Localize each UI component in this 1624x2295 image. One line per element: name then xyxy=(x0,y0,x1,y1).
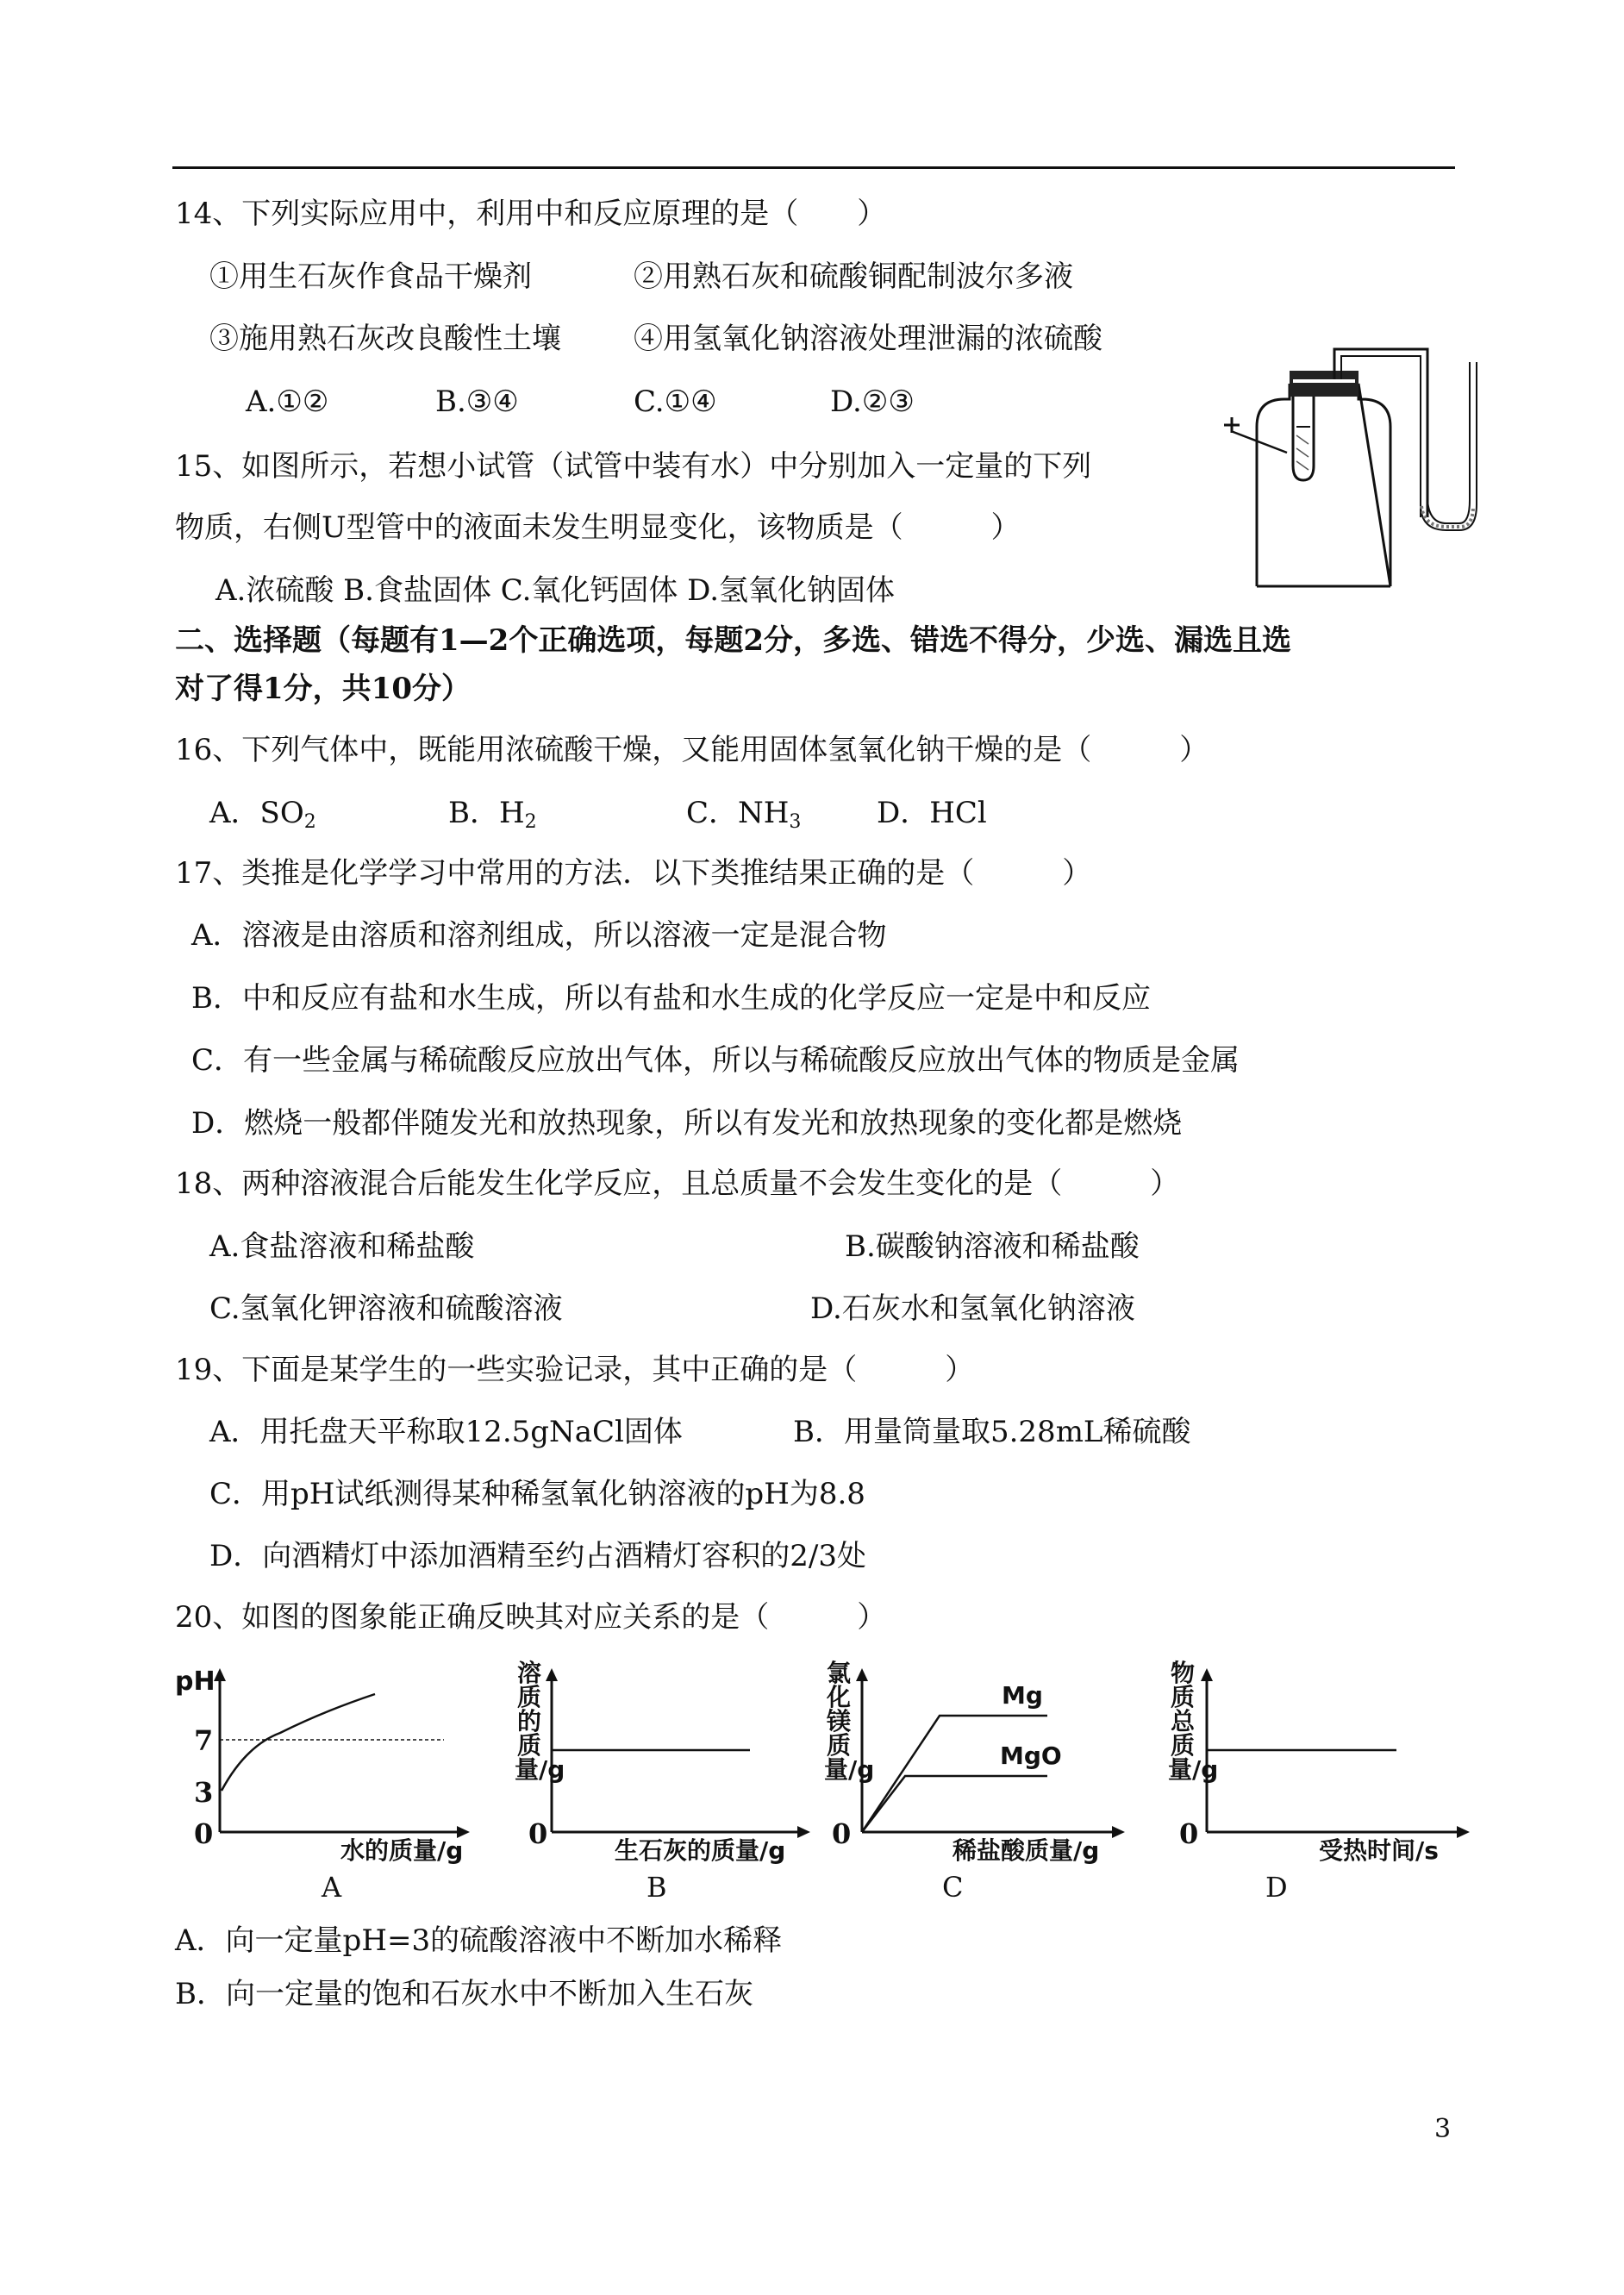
graph-c-curve-mg: Mg xyxy=(1002,1681,1043,1710)
graph-a xyxy=(168,1660,496,1867)
q18-option-a: A.食盐溶液和稀盐酸 xyxy=(209,1229,475,1264)
graph-a-caption: A xyxy=(322,1871,342,1904)
q18-option-d: D.石灰水和氢氧化钠溶液 xyxy=(810,1291,1135,1326)
q14-option-b: B.③④ xyxy=(435,385,519,419)
q17-stem: 17、类推是化学学习中常用的方法．以下类推结果正确的是（ ） xyxy=(175,856,1092,891)
graph-a-xlabel: 水的质量/g xyxy=(340,1836,464,1865)
q18-option-b: B.碳酸钠溶液和稀盐酸 xyxy=(845,1229,1140,1264)
q19-option-b: B．用量筒量取5.28mL稀硫酸 xyxy=(793,1415,1191,1449)
q14-item1: ①用生石灰作食品干燥剂 xyxy=(209,260,532,294)
q14-item4: ④用氢氧化钠溶液处理泄漏的浓硫酸 xyxy=(634,322,1102,356)
graph-a-origin: 0 xyxy=(194,1817,214,1850)
graph-c xyxy=(824,1659,1164,1867)
header-rule xyxy=(172,166,1455,169)
q19-option-a: A．用托盘天平称取12.5gNaCl固体 xyxy=(209,1415,683,1449)
q20-stem: 20、如图的图象能正确反映其对应关系的是（ ） xyxy=(175,1600,887,1635)
q17-option-b: B．中和反应有盐和水生成，所以有盐和水生成的化学反应一定是中和反应 xyxy=(191,981,1151,1016)
q16-option-a: A．$SO_2$ xyxy=(209,796,316,833)
graph-c-xlabel: 稀盐酸质量/g xyxy=(953,1836,1100,1865)
graph-d-xlabel: 受热时间/s xyxy=(1319,1836,1439,1865)
q15-stem-line1: 15、如图所示，若想小试管（试管中装有水）中分别加入一定量的下列 xyxy=(175,449,1092,484)
page-number: 3 xyxy=(1434,2114,1452,2144)
graph-c-origin: 0 xyxy=(832,1817,852,1850)
graph-b-xlabel: 生石灰的质量/g xyxy=(615,1836,786,1865)
graph-a-ylabel: pH xyxy=(175,1667,215,1697)
graph-b xyxy=(504,1660,832,1867)
q15-stem-line2: 物质，右侧U型管中的液面未发生明显变化，该物质是（ ） xyxy=(175,510,1021,545)
q14-option-a: A.①② xyxy=(246,385,329,419)
q18-option-c: C.氢氧化钾溶液和硫酸溶液 xyxy=(209,1291,563,1326)
graph-d-origin: 0 xyxy=(1179,1817,1199,1850)
q15-options: A.浓硫酸 B.食盐固体 C.氧化钙固体 D.氢氧化钠固体 xyxy=(215,573,896,608)
graph-d-caption: D xyxy=(1265,1871,1288,1904)
section2-heading-line1: 二、选择题（每题有1—2个正确选项，每题2分，多选、错选不得分，少选、漏选且选 xyxy=(175,623,1291,658)
q16-option-c: C．$NH_3$ xyxy=(686,796,802,833)
q20-option-b: B．向一定量的饱和石灰水中不断加入生石灰 xyxy=(175,1977,753,2011)
graph-c-caption: C xyxy=(942,1871,964,1904)
q17-option-c: C．有一些金属与稀硫酸反应放出气体，所以与稀硫酸反应放出气体的物质是金属 xyxy=(191,1043,1240,1078)
graph-a-tick-7: 7 xyxy=(194,1724,214,1757)
graph-d xyxy=(1159,1660,1487,1867)
q14-option-c: C.①④ xyxy=(634,385,717,419)
graph-d-ylabel: 物质总质量/g xyxy=(1168,1659,1219,1784)
graph-b-ylabel: 溶质的质量/g xyxy=(515,1659,565,1784)
q14-option-d: D.②③ xyxy=(830,385,915,419)
section2-heading-line2: 对了得1分，共10分） xyxy=(175,672,471,706)
apparatus-figure xyxy=(1214,323,1490,591)
q14-stem: 14、下列实际应用中，利用中和反应原理的是（ ） xyxy=(175,197,887,231)
graph-c-ylabel: 氯化镁质量/g xyxy=(824,1659,875,1784)
q16-option-d: D．HCl xyxy=(877,796,987,830)
q20-option-a: A．向一定量pH=3的硫酸溶液中不断加水稀释 xyxy=(175,1923,783,1958)
q16-option-b: B．$H_2$ xyxy=(448,796,537,833)
q18-stem: 18、两种溶液混合后能发生化学反应，且总质量不会发生变化的是（ ） xyxy=(175,1166,1180,1201)
graph-c-curve-mgo: MgO xyxy=(1000,1742,1062,1770)
q19-option-c: C．用pH试纸测得某种稀氢氧化钠溶液的pH为8.8 xyxy=(209,1477,865,1511)
q17-option-d: D．燃烧一般都伴随发光和放热现象，所以有发光和放热现象的变化都是燃烧 xyxy=(191,1106,1183,1141)
q17-option-a: A．溶液是由溶质和溶剂组成，所以溶液一定是混合物 xyxy=(191,918,887,953)
q14-item2: ②用熟石灰和硫酸铜配制波尔多液 xyxy=(634,260,1073,294)
graph-b-origin: 0 xyxy=(528,1817,548,1850)
q16-stem: 16、下列气体中，既能用浓硫酸干燥，又能用固体氢氧化钠干燥的是（ ） xyxy=(175,733,1209,767)
graph-b-caption: B xyxy=(646,1871,667,1904)
q19-option-d: D．向酒精灯中添加酒精至约占酒精灯容积的2/3处 xyxy=(209,1539,866,1573)
q14-item3: ③施用熟石灰改良酸性土壤 xyxy=(209,322,561,356)
graph-a-tick-3: 3 xyxy=(194,1776,214,1809)
q19-stem: 19、下面是某学生的一些实验记录，其中正确的是（ ） xyxy=(175,1353,975,1387)
